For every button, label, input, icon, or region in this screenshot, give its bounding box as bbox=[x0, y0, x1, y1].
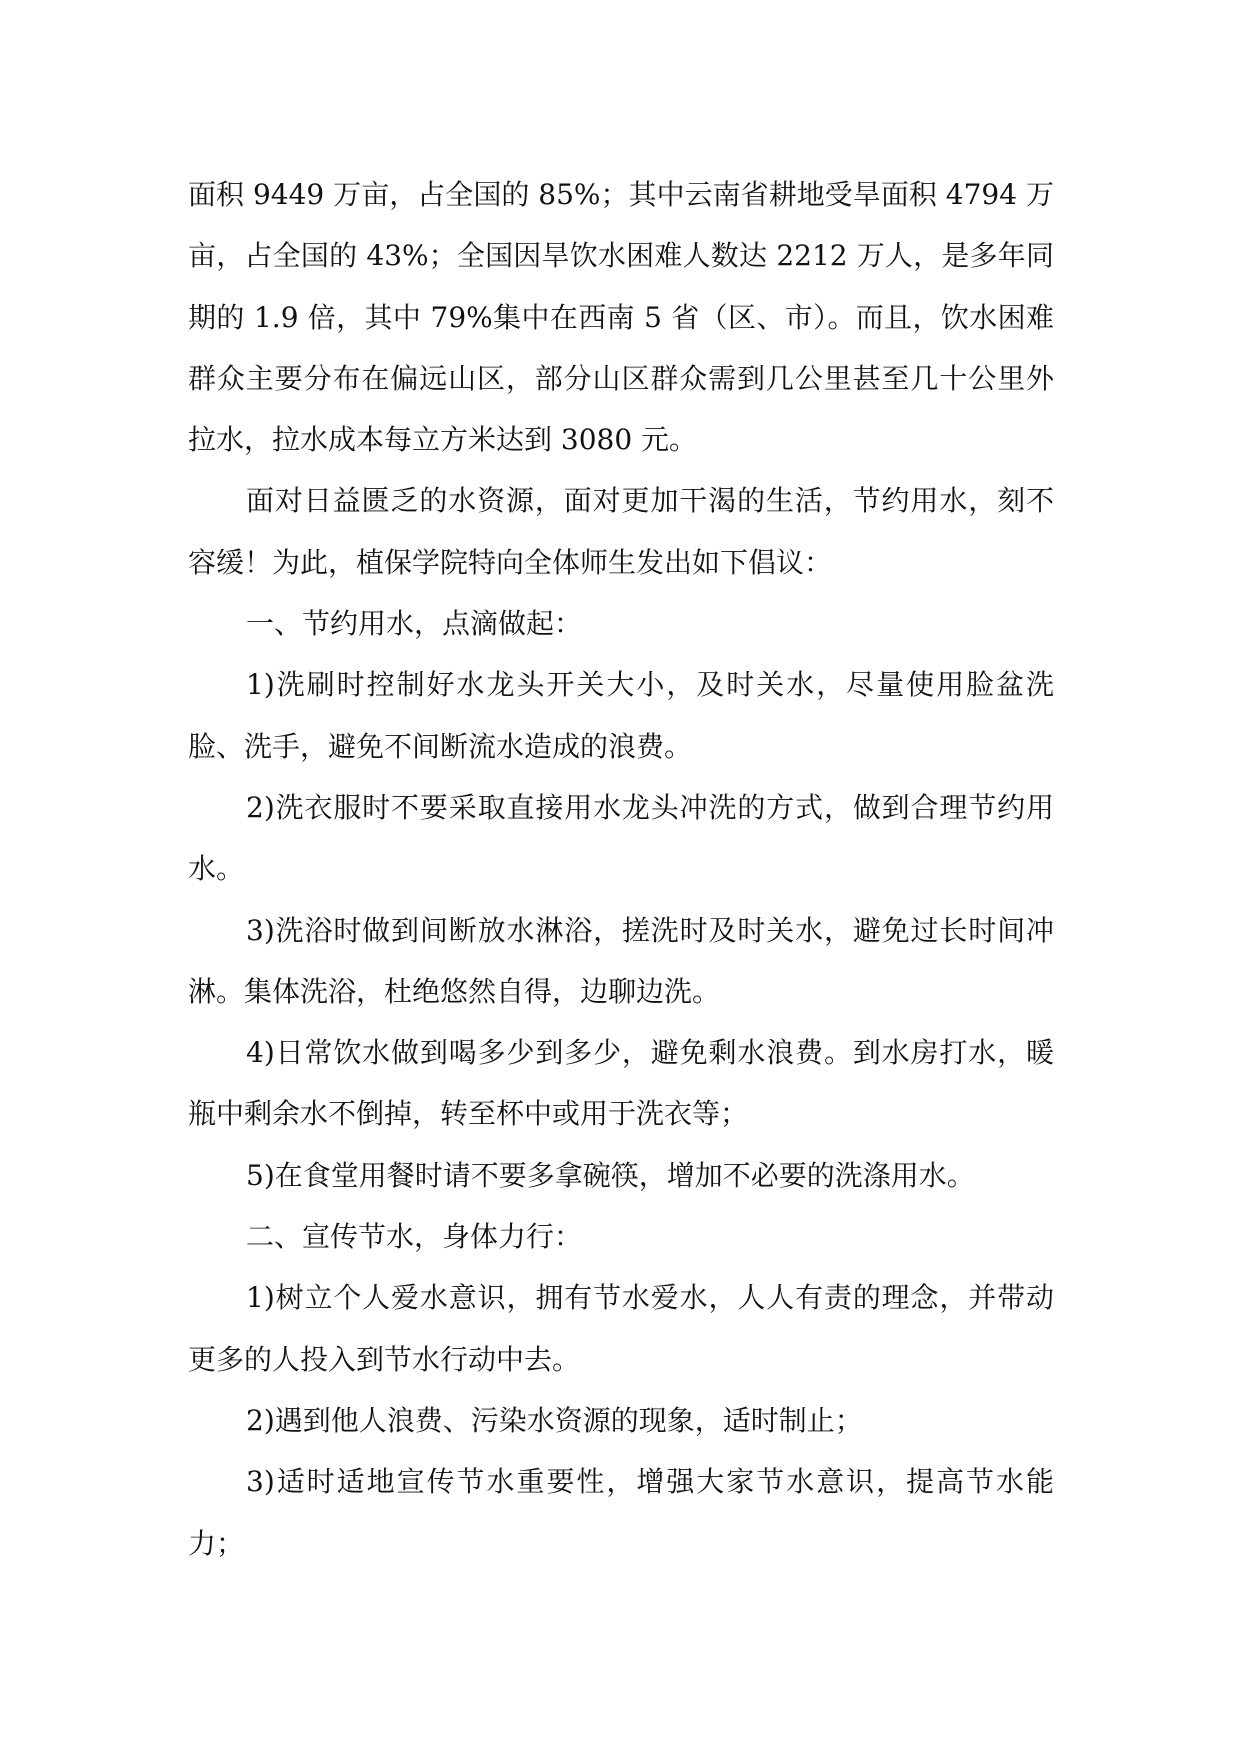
section-heading-promote: 二、宣传节水，身体力行： bbox=[246, 1220, 583, 1254]
list-item-canteen: 5)在食堂用餐时请不要多拿碗筷，增加不必要的洗涤用水。 bbox=[246, 1158, 975, 1192]
section-heading-save-water: 一、节约用水，点滴做起： bbox=[246, 607, 583, 641]
list-item-stop-waste: 2)遇到他人浪费、污染水资源的现象，适时制止； bbox=[246, 1403, 863, 1437]
paragraph-drought-statistics: 面积 9449 万亩，占全国的 85%；其中云南省耕地受旱面积 4794 万亩，占全国的 43%；全国因旱饮水困难人数达 2212 万人，是多年同期的 1.9 倍，其中 79%集中在西南 5 省（区、市）。而且，饮水困难群众主要分布在偏远山区，部分山区群众需到几公里甚至几十公里外拉水，拉水成本每立方米达到 3080 元。 bbox=[188, 178, 1054, 457]
list-item-drinking: 4)日常饮水做到喝多少到多少，避免剩水浪费。到水房打水，暖瓶中剩余水不倒掉，转至杯中或用于洗衣等； bbox=[188, 1036, 1054, 1131]
list-item-washing: 1)洗刷时控制好水龙头开关大小，及时关水，尽量使用脸盆洗脸、洗手，避免不间断流水造成的浪费。 bbox=[188, 668, 1054, 763]
list-item-laundry: 2)洗衣服时不要采取直接用水龙头冲洗的方式，做到合理节约用水。 bbox=[188, 790, 1054, 886]
paragraph-proposal-intro: 面对日益匮乏的水资源，面对更加干渴的生活，节约用水，刻不容缓！为此，植保学院特向全体师生发出如下倡议： bbox=[188, 484, 1054, 579]
list-item-bathing: 3)洗浴时做到间断放水淋浴，搓洗时及时关水，避免过长时间冲淋。集体洗浴，杜绝悠然自得，边聊边洗。 bbox=[188, 913, 1054, 1008]
document-body bbox=[188, 164, 1054, 1574]
list-item-awareness: 1)树立个人爱水意识，拥有节水爱水，人人有责的理念，并带动更多的人投入到节水行动中去。 bbox=[188, 1281, 1054, 1376]
list-item-publicize: 3)适时适地宣传节水重要性，增强大家节水意识，提高节水能力； bbox=[188, 1465, 1054, 1560]
